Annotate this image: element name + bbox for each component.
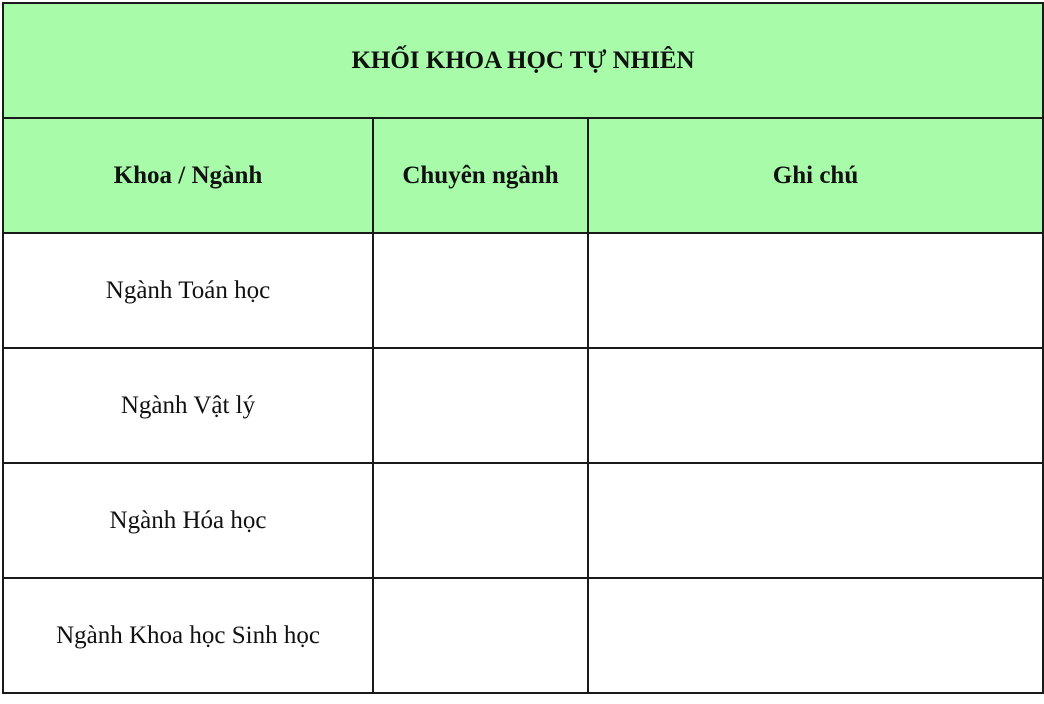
table-header-row: [3, 118, 1043, 233]
note-cell: [588, 578, 1043, 693]
table-title: KHỐI KHOA HỌC TỰ NHIÊN: [3, 3, 1043, 118]
major-cell: Ngành Hóa học: [3, 463, 373, 578]
note-cell: [588, 233, 1043, 348]
column-header-specialization: Chuyên ngành: [373, 118, 588, 233]
table-row: [3, 348, 1043, 463]
major-cell: Ngành Vật lý: [3, 348, 373, 463]
table-row: [3, 233, 1043, 348]
note-cell: [588, 348, 1043, 463]
major-cell: Ngành Toán học: [3, 233, 373, 348]
natural-sciences-table: [2, 2, 1044, 694]
major-cell: Ngành Khoa học Sinh học: [3, 578, 373, 693]
column-header-department: Khoa / Ngành: [3, 118, 373, 233]
table-row: [3, 578, 1043, 693]
document-sheet: [2, 2, 1042, 702]
table-row: [3, 463, 1043, 578]
specialization-cell: [373, 578, 588, 693]
table-title-row: [3, 3, 1043, 118]
column-header-note: Ghi chú: [588, 118, 1043, 233]
specialization-cell: [373, 348, 588, 463]
specialization-cell: [373, 233, 588, 348]
specialization-cell: [373, 463, 588, 578]
note-cell: [588, 463, 1043, 578]
